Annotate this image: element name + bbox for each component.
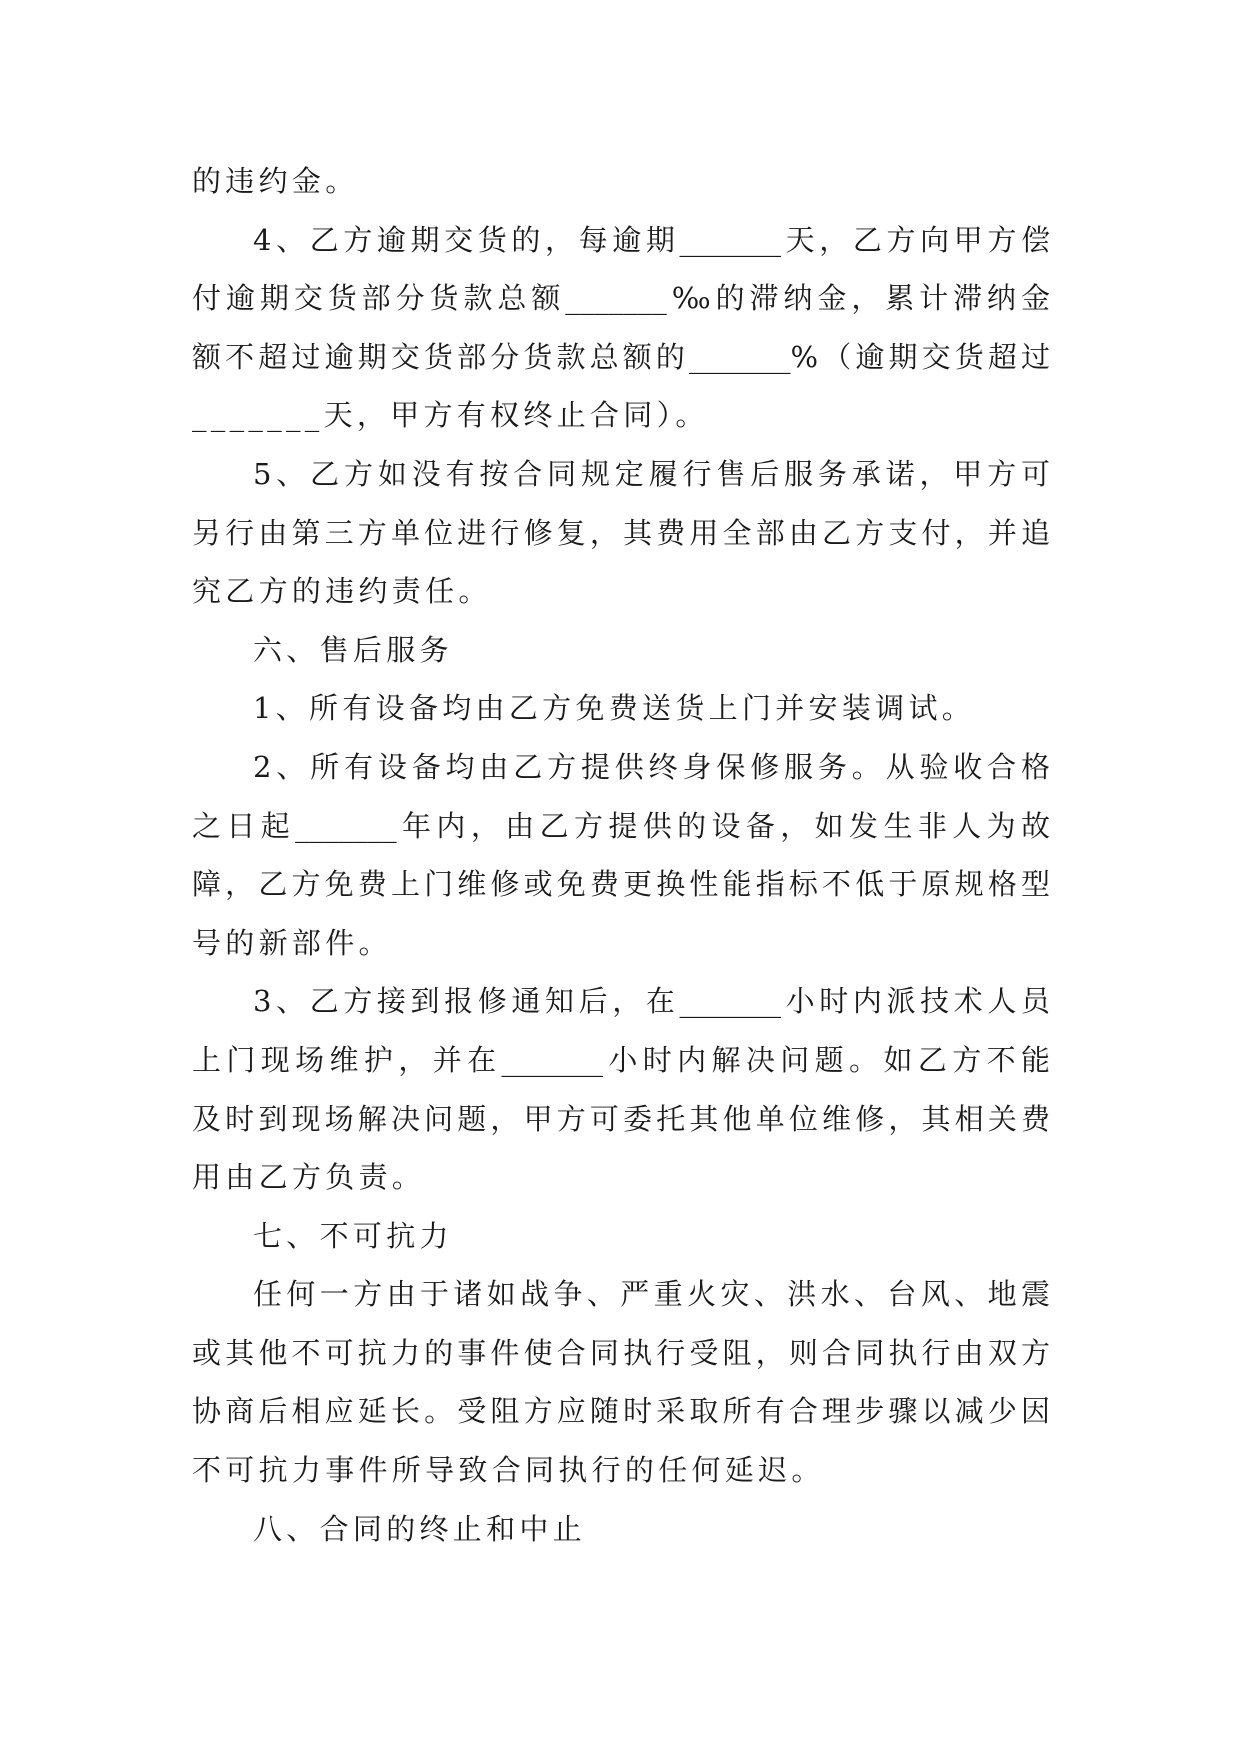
- text-line: 障，乙方免费上门维修或免费更换性能指标不低于原规格型: [192, 867, 1050, 902]
- section-heading: 七、不可抗力: [253, 1218, 453, 1253]
- text-line: 另行由第三方单位进行修复，其费用全部由乙方支付，并追: [192, 515, 1050, 550]
- text-line: _______天，甲方有权终止合同）。: [192, 398, 709, 433]
- text-line: 2、所有设备均由乙方提供终身保修服务。从验收合格: [253, 749, 1050, 784]
- text-line: 用由乙方负责。: [192, 1160, 426, 1195]
- text-line: 付逾期交货部分货款总额_______‰的滞纳金，累计滞纳金: [192, 281, 1050, 316]
- section-heading: 六、售后服务: [253, 632, 453, 667]
- text-line: 的违约金。: [192, 164, 359, 198]
- text-line: 号的新部件。: [192, 925, 392, 960]
- text-line: 额不超过逾期交货部分货款总额的_______%（逾期交货超过: [192, 339, 1050, 374]
- section-heading: 八、合同的终止和中止: [253, 1511, 587, 1546]
- document-body: [192, 152, 1050, 1558]
- text-line: 1、所有设备均由乙方免费送货上门并安装调试。: [253, 691, 976, 726]
- text-line: 不可抗力事件所导致合同执行的任何延迟。: [192, 1453, 825, 1488]
- text-line: 4、乙方逾期交货的，每逾期_______天，乙方向甲方偿: [253, 222, 1050, 257]
- text-line: 上门现场维护，并在_______小时内解决问题。如乙方不能: [192, 1042, 1050, 1077]
- text-line: 5、乙方如没有按合同规定履行售后服务承诺，甲方可: [253, 456, 1050, 491]
- text-line: 或其他不可抗力的事件使合同执行受阻，则合同执行由双方: [192, 1335, 1050, 1370]
- text-line: 之日起_______年内，由乙方提供的设备，如发生非人为故: [192, 808, 1050, 843]
- text-line: 及时到现场解决问题，甲方可委托其他单位维修，其相关费: [192, 1101, 1050, 1136]
- text-line: 究乙方的违约责任。: [192, 574, 492, 609]
- text-line: 协商后相应延长。受阻方应随时采取所有合理步骤以减少因: [192, 1394, 1050, 1429]
- text-line: 任何一方由于诸如战争、严重火灾、洪水、台风、地震: [253, 1277, 1050, 1312]
- text-line: 3、乙方接到报修通知后，在_______小时内派技术人员: [253, 984, 1050, 1019]
